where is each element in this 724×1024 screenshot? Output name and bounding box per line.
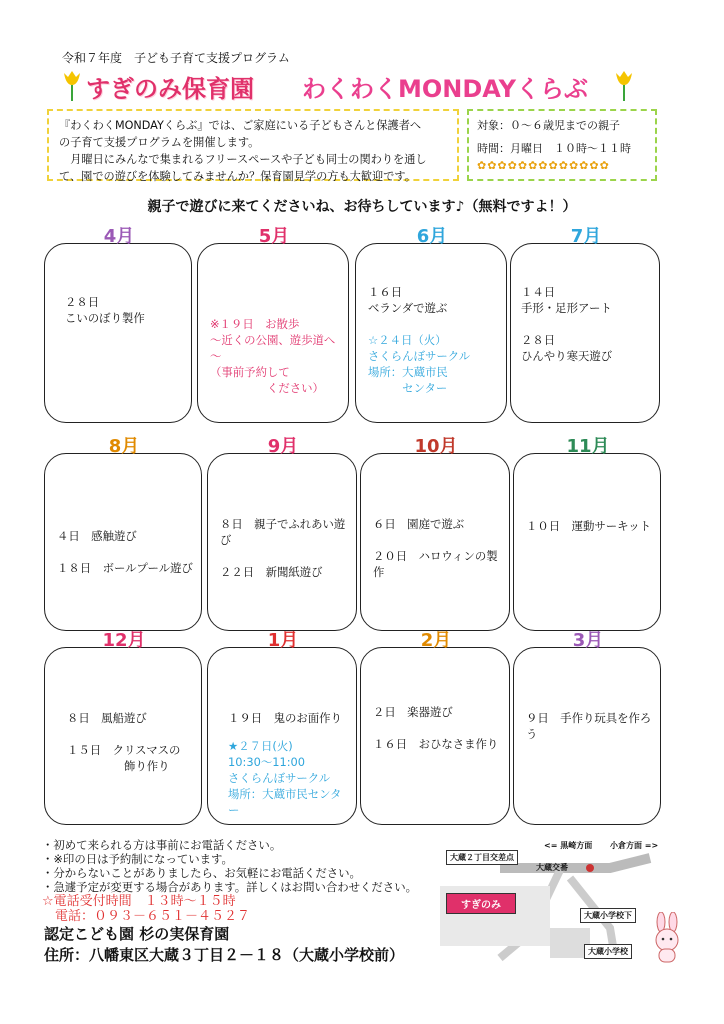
month-schedule: ９日 手作り玩具を作ろう bbox=[526, 711, 652, 741]
month-schedule: １４日 手形・足形アート ２８日 ひんやり寒天遊び bbox=[521, 285, 613, 363]
circle-event-info: ★２７日(火) 10:30～11:00 さくらんぼサークル 場所：大蔵市民センター bbox=[228, 739, 342, 817]
program-line: 令和７年度 子ども子育て支援プログラム bbox=[62, 51, 290, 65]
phone-number: 電話：０９３－６５１－４５２７ bbox=[42, 909, 251, 924]
month-label bbox=[253, 626, 313, 670]
month-label bbox=[406, 432, 466, 476]
reception-hours: ☆電話受付時間 １３時～１５時 bbox=[42, 894, 236, 909]
month-card bbox=[355, 226, 507, 423]
info-box bbox=[467, 109, 657, 181]
month-schedule: １６日 ベランダで遊ぶ bbox=[368, 285, 448, 315]
month-label-text: 6月 bbox=[416, 226, 448, 247]
month-label bbox=[402, 222, 462, 266]
month-schedule: ６日 園庭で遊ぶ ２０日 ハロウィンの製作 bbox=[373, 517, 498, 579]
month-label-text: 1月 bbox=[267, 630, 299, 651]
month-schedule: ８日 風船遊び １５日 クリスマスの 飾り作り bbox=[67, 711, 181, 773]
month-label-text: 12月 bbox=[102, 630, 146, 651]
month-label-text: 7月 bbox=[570, 226, 602, 247]
month-label bbox=[244, 222, 304, 266]
month-label-text: 5月 bbox=[258, 226, 290, 247]
month-schedule: ２８日 こいのぼり製作 bbox=[65, 295, 145, 325]
intro-line: 『わくわくMONDAYくらぶ』では、ご家庭にいる子どもさんと保護者へ bbox=[59, 119, 422, 132]
rabbit-icon bbox=[650, 912, 684, 964]
title-club: わくわくMONDAYくらぶ bbox=[302, 75, 588, 103]
month-label bbox=[406, 626, 466, 670]
tulip-icon bbox=[612, 67, 636, 101]
reception-info bbox=[42, 894, 250, 924]
month-card bbox=[44, 226, 192, 423]
month-card bbox=[360, 630, 510, 825]
notes-list: ・初めて来られる方は事前にお電話ください。 ・※印の日は予約制になっています。 ・分からないことがありましたら、お気軽にお電話ください。 ・急遽予定が変更する場合があります。詳しくはお問い合わせください。 bbox=[42, 838, 417, 894]
time-text: 時間：月曜日 １０時～１１時 bbox=[477, 142, 631, 155]
month-card bbox=[207, 630, 357, 825]
month-schedule: １９日 鬼のお面作り bbox=[228, 711, 342, 725]
intro-line: の子育て支援プログラムを開催します。 bbox=[59, 136, 260, 149]
month-card bbox=[44, 436, 202, 631]
month-label-text: 9月 bbox=[267, 436, 299, 457]
month-label bbox=[89, 222, 149, 266]
month-card bbox=[360, 436, 510, 631]
intro-line: 月曜日にみんなで集まれるフリースペースや子ども同士の関わりを通し bbox=[59, 153, 427, 166]
month-label-text: 3月 bbox=[572, 630, 604, 651]
school-name: 認定こども園 杉の実保育園 bbox=[44, 925, 230, 943]
intro-line: て、園での遊びを体験してみませんか？保育園見学の方も大歓迎です。 bbox=[59, 170, 416, 183]
month-schedule: ※１９日 お散歩 ～近くの公園、遊歩道へ～ （事前予約して ください） bbox=[210, 317, 336, 395]
direction-kokura: 小倉方面 => bbox=[610, 841, 659, 850]
month-label bbox=[556, 222, 616, 266]
month-card bbox=[207, 436, 357, 631]
month-schedule: ４日 感触遊び １８日 ボールプール遊び bbox=[57, 529, 193, 575]
intro-box bbox=[47, 109, 459, 181]
bus-stop-label: 大蔵小学校下 bbox=[580, 908, 636, 923]
month-label bbox=[253, 432, 313, 476]
month-schedule: １０日 運動サーキット bbox=[526, 519, 652, 533]
month-label-text: 8月 bbox=[108, 436, 140, 457]
tulip-icon bbox=[60, 67, 84, 101]
month-card bbox=[513, 436, 661, 631]
sunflower-row-icon: ✿✿✿✿✿✿✿✿✿✿✿✿✿ bbox=[477, 159, 610, 172]
month-schedule: ２日 楽器遊び １６日 おひなさま作り bbox=[373, 705, 499, 751]
month-card bbox=[513, 630, 661, 825]
month-label-text: 4月 bbox=[103, 226, 135, 247]
month-label-text: 2月 bbox=[420, 630, 452, 651]
month-label bbox=[558, 626, 618, 670]
month-label bbox=[94, 432, 154, 476]
month-card bbox=[44, 630, 202, 825]
circle-event-info: ☆２４日（火） さくらんぼサークル 場所：大蔵市民 センター bbox=[368, 333, 471, 395]
month-label-text: 11月 bbox=[566, 436, 610, 457]
access-map bbox=[440, 838, 668, 964]
month-schedule: ８日 親子でふれあい遊び ２２日 新聞紙遊び bbox=[220, 517, 346, 579]
month-card bbox=[197, 226, 349, 423]
junction-label: 大蔵２丁目交差点 bbox=[446, 850, 518, 865]
month-label-text: 10月 bbox=[414, 436, 458, 457]
invitation-heading: 親子で遊びに来てくださいね、お待ちしています♪（無料ですよ！） bbox=[147, 199, 577, 215]
target-text: 対象：０～６歳児までの親子 bbox=[477, 119, 620, 132]
direction-kurosaki: <= 黒崎方面 bbox=[544, 841, 593, 850]
month-label bbox=[558, 432, 618, 476]
school-map-marker: すぎのみ bbox=[446, 893, 516, 914]
month-card bbox=[510, 226, 660, 423]
school-address: 住所：八幡東区大蔵３丁目２－１８（大蔵小学校前） bbox=[44, 946, 405, 964]
month-label bbox=[94, 626, 154, 670]
koban-label: 大蔵交番 bbox=[536, 863, 568, 872]
elementary-school-label: 大蔵小学校 bbox=[584, 944, 632, 959]
title-school: すぎのみ保育園 bbox=[86, 75, 254, 103]
title-banner bbox=[62, 65, 662, 105]
